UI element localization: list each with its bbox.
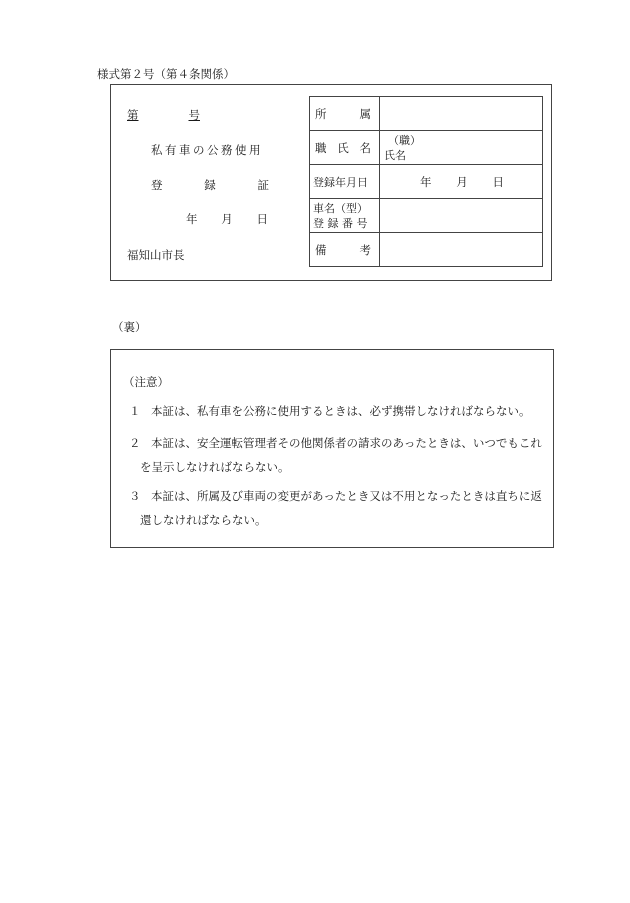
label-registration-date: 登録年月日 [310, 165, 380, 199]
value-name [380, 131, 543, 165]
registration-table [309, 96, 543, 267]
back-side-label: （裏） [112, 320, 147, 334]
label-name: 職 氏 名 [310, 131, 380, 165]
certificate-purpose: 私有車の公務使用 [151, 143, 263, 157]
job-title-prefix: （職） [388, 133, 421, 147]
form-title: 様式第２号（第４条関係） [97, 67, 235, 81]
table-row-registration-date [310, 165, 543, 199]
certificate-number [127, 107, 200, 123]
label-affiliation: 所 属 [310, 97, 380, 131]
table-row-name [310, 131, 543, 165]
label-remarks: 備 考 [310, 233, 380, 267]
certificate-front [110, 84, 552, 281]
notes-box [110, 349, 554, 548]
table-row-remarks [310, 233, 543, 267]
issue-date: 年 月 日 [186, 212, 268, 226]
number-suffix: 号 [188, 108, 200, 122]
note-item-2: ２ 本証は、安全運転管理者その他関係者の請求のあったときは、いつでもこれ を呈示しなければならない。 [129, 436, 542, 474]
certificate-heading: 登 録 証 [151, 178, 269, 192]
note-item-1: １ 本証は、私有車を公務に使用するときは、必ず携帯しなければならない。 [129, 404, 531, 418]
value-remarks [380, 233, 543, 267]
value-registration-date: 年 月 日 [380, 165, 543, 199]
person-name-prefix: 氏名 [384, 148, 406, 162]
notes-title: （注意） [123, 375, 169, 389]
label-vehicle: 車名（型） 登 録 番 号 [310, 199, 380, 233]
value-affiliation [380, 97, 543, 131]
value-vehicle [380, 199, 543, 233]
table-row-vehicle [310, 199, 543, 233]
issuer-name: 福知山市長 [127, 248, 185, 262]
table-row-affiliation [310, 97, 543, 131]
note-item-3: ３ 本証は、所属及び車両の変更があったとき又は不用となったときは直ちに返 還しなければならない。 [129, 489, 542, 527]
number-prefix: 第 [127, 108, 139, 122]
